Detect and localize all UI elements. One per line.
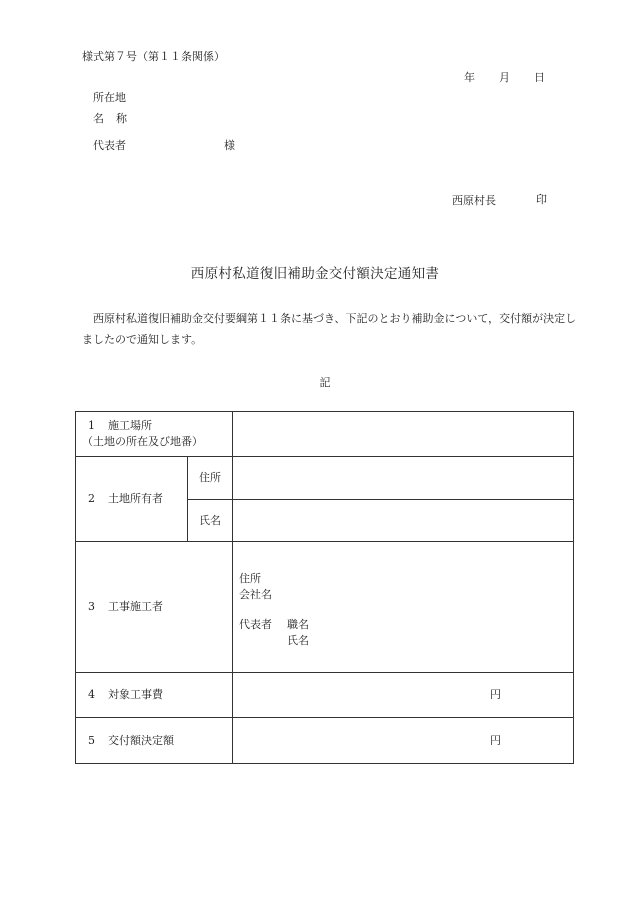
date-line	[464, 71, 545, 84]
row5-label: 交付額決定額	[108, 733, 174, 747]
contractor-address-label: 住所	[239, 572, 261, 585]
row2-label-cell	[76, 457, 188, 542]
contractor-rep-label: 代表者	[239, 618, 272, 631]
row1-number: 1	[88, 419, 95, 432]
addressee-location-label: 所在地	[93, 91, 126, 104]
row2-name-label: 氏名	[188, 500, 233, 542]
ki-marker: 記	[319, 376, 331, 389]
detail-table	[75, 411, 574, 764]
table-row	[76, 457, 574, 500]
row3-label: 工事施工者	[108, 600, 163, 613]
row4-value-cell[interactable]	[233, 673, 574, 718]
row3-label-cell	[76, 542, 233, 673]
addressee-representative-label: 代表者	[93, 139, 126, 152]
date-month-label: 月	[499, 71, 510, 84]
row2-address-value[interactable]	[233, 457, 574, 500]
row5-label-cell	[76, 718, 233, 764]
form-number: 様式第７号（第１１条関係）	[82, 50, 225, 63]
contractor-block	[233, 565, 573, 649]
addressee-name-label-2: 称	[116, 112, 127, 125]
row5-number: 5	[88, 733, 95, 747]
row2-label: 土地所有者	[108, 492, 163, 505]
row1-label: 施工場所	[108, 419, 152, 432]
addressee-name-label-1: 名	[93, 112, 104, 125]
document-title: 西原村私道復旧補助金交付額決定通知書	[190, 266, 440, 282]
row5-unit: 円	[490, 733, 501, 747]
row1-label-cell	[76, 412, 233, 457]
row2-address-label: 住所	[188, 457, 233, 500]
row4-number: 4	[88, 688, 95, 701]
table-row	[76, 673, 574, 718]
row2-number: 2	[88, 492, 95, 505]
row4-unit: 円	[490, 688, 501, 701]
row2-name-value[interactable]	[233, 500, 574, 542]
row3-value-cell[interactable]	[233, 542, 574, 673]
issuer-title: 西原村長	[452, 194, 496, 207]
addressee-name-label	[93, 112, 127, 125]
contractor-company-label: 会社名	[239, 588, 272, 601]
row4-label-cell	[76, 673, 233, 718]
row4-label: 対象工事費	[108, 688, 163, 701]
date-day-label: 日	[534, 71, 545, 84]
date-year-label: 年	[464, 71, 475, 84]
document-body: 西原村私道復旧補助金交付要綱第１１条に基づき、下記のとおり補助金について，交付額が決定しましたので通知します。	[82, 312, 577, 346]
table-row	[76, 412, 574, 457]
row3-number: 3	[88, 600, 95, 613]
table-row	[76, 542, 574, 673]
contractor-position-label: 職名	[287, 618, 309, 631]
seal-mark: 印	[536, 193, 547, 206]
row1-sublabel: （土地の所在及び地番）	[82, 435, 203, 448]
row5-value-cell[interactable]	[233, 718, 574, 764]
contractor-name-label: 氏名	[287, 634, 309, 647]
addressee-honorific: 様	[224, 139, 235, 152]
row1-value-cell[interactable]	[233, 412, 574, 457]
table-row	[76, 718, 574, 764]
